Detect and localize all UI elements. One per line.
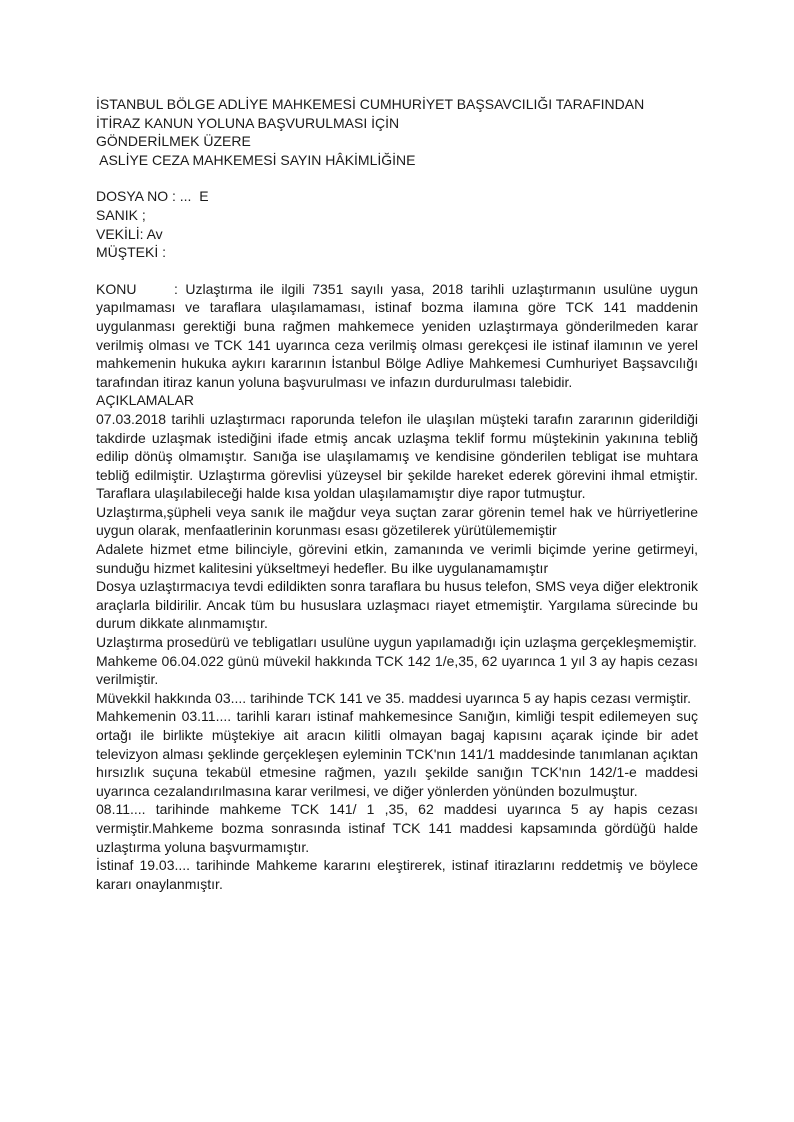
explanation-paragraph: İstinaf 19.03.... tarihinde Mahkeme kararını eleştirerek, istinaf itirazlarını reddetmiş ve böylece kararı onaylanmıştır.	[96, 857, 698, 892]
subject-paragraph	[96, 280, 698, 392]
explanation-paragraph: Adalete hizmet etme bilinciyle, görevini etkin, zamanında ve verimli biçimde yerine getirmeyi, sunduğu hizmet kalitesini yükseltmeyi hedefler. Bu ilke uygulanamamıştır	[96, 541, 698, 576]
document-page	[96, 95, 698, 893]
explanation-paragraph: Uzlaştırma prosedürü ve tebligatları usulüne uygun yapılamadığı için uzlaşma gerçekleşmemiştir.	[96, 634, 697, 651]
header-line-2: İTİRAZ KANUN YOLUNA BAŞVURULMASI İÇİN	[96, 114, 400, 131]
addressee-header	[96, 95, 698, 169]
explanation-paragraph: Mahkeme 06.04.022 günü müvekil hakkında TCK 142 1/e,35, 62 uyarınca 1 yıl 3 ay hapis cezası verilmiştir.	[96, 652, 698, 688]
explanations-title: AÇIKLAMALAR	[96, 392, 195, 409]
explanations-section	[96, 391, 698, 893]
file-number: DOSYA NO : ... E	[96, 188, 209, 205]
complainant: MÜŞTEKİ :	[96, 244, 167, 261]
header-line-1: İSTANBUL BÖLGE ADLİYE MAHKEMESİ CUMHURİYET BAŞSAVCILIĞI TARAFINDAN	[96, 96, 645, 112]
explanation-paragraph: Dosya uzlaştırmacıya tevdi edildikten sonra taraflara bu husus telefon, SMS veya diğer elektronik araçlarla bildirilir. Ancak tüm bu hususlara uzlaşmacı riayet etmemiştir. Yargılama sürecinde bu durum dikkate alınmamıştır.	[96, 578, 698, 632]
explanation-paragraph: Mahkemenin 03.11.... tarihli kararı istinaf mahkemesince Sanığın, kimliği tespit edilemeyen suç ortağı ile birlikte müştekiye ait aracın kilitli olmayan bagaj kapısını açarak içinde bir adet televizyon alması şeklinde gerçekleşen eyleminin TCK'nın 141/1 maddesinde tanımlanan açıktan hırsızlık suçuna tekabül etmesine rağmen, yazılı şekilde sanığın TCK'nın 142/1-e maddesi uyarınca cezalandırılmasına karar verilmesi, ve diğer yönlerden yönünden bozulmuştur.	[96, 708, 698, 799]
explanation-paragraph: Müvekkil hakkında 03.... tarihinde TCK 141 ve 35. maddesi uyarınca 5 ay hapis cezası vermiştir.	[96, 689, 692, 706]
case-info	[96, 187, 698, 261]
subject-label: KONU	[96, 280, 137, 297]
explanation-paragraph: Uzlaştırma,şüpheli veya sanık ile mağdur veya suçtan zarar görenin temel hak ve hürriyetlerine uygun olarak, menfaatlerinin korunması esası gözetilerek yürütülememiştir	[96, 503, 698, 539]
header-line-4: ASLİYE CEZA MAHKEMESİ SAYIN HÂKİMLİĞİNE	[96, 151, 416, 168]
subject-text: : Uzlaştırma ile ilgili 7351 sayılı yasa, 2018 tarihli uzlaştırmanın usulüne uygun yapılmaması ve taraflara ulaşılamaması, istinaf bozma ilamına göre TCK 141 maddenin uygulanması gerektiği buna rağmen mahkemece yeniden uzlaştırmaya gönderilmeden karar verilmiş olması ve TCK 141 uyarınca ceza verilmiş olması gerekçesi ile istinaf ilamının ve yerel mahkemenin hukuka aykırı kararının İstanbul Bölge Adliye Mahkemesi Cumhuriyet Başsavcılığı tarafından itiraz kanun yoluna başvurulması ve infazın durdurulması talebidir.	[96, 280, 698, 390]
defendant: SANIK ;	[96, 206, 146, 223]
attorney: VEKİLİ: Av	[96, 225, 163, 242]
explanation-paragraph: 07.03.2018 tarihli uzlaştırmacı raporunda telefon ile ulaşılan müşteki tarafın zararının giderildiği takdirde uzlaşmak istediğini ifade etmiş ancak uzlaşma teklif formu müştekinin yakınına tebliğ edilip dönüş olmamıştır. Sanığa ise ulaşılamamış ve kendisine gönderilen tebligat ise muhtara tebliğ edilmiştir. Uzlaştırma görevlisi yüzeysel bir şekilde hareket ederek görevini ihmal etmiştir. Taraflara ulaşılabileceği halde kısa yoldan ulaşılamamıştır diye rapor tutmuştur.	[96, 410, 698, 502]
explanation-paragraph: 08.11.... tarihinde mahkeme TCK 141/ 1 ,35, 62 maddesi uyarınca 5 ay hapis cezası vermiştir.Mahkeme bozma sonrasında istinaf TCK 141 maddesi kapsamında gördüğü halde uzlaştırma yoluna başvurmamıştır.	[96, 801, 698, 855]
header-line-3: GÖNDERİLMEK ÜZERE	[96, 133, 251, 150]
